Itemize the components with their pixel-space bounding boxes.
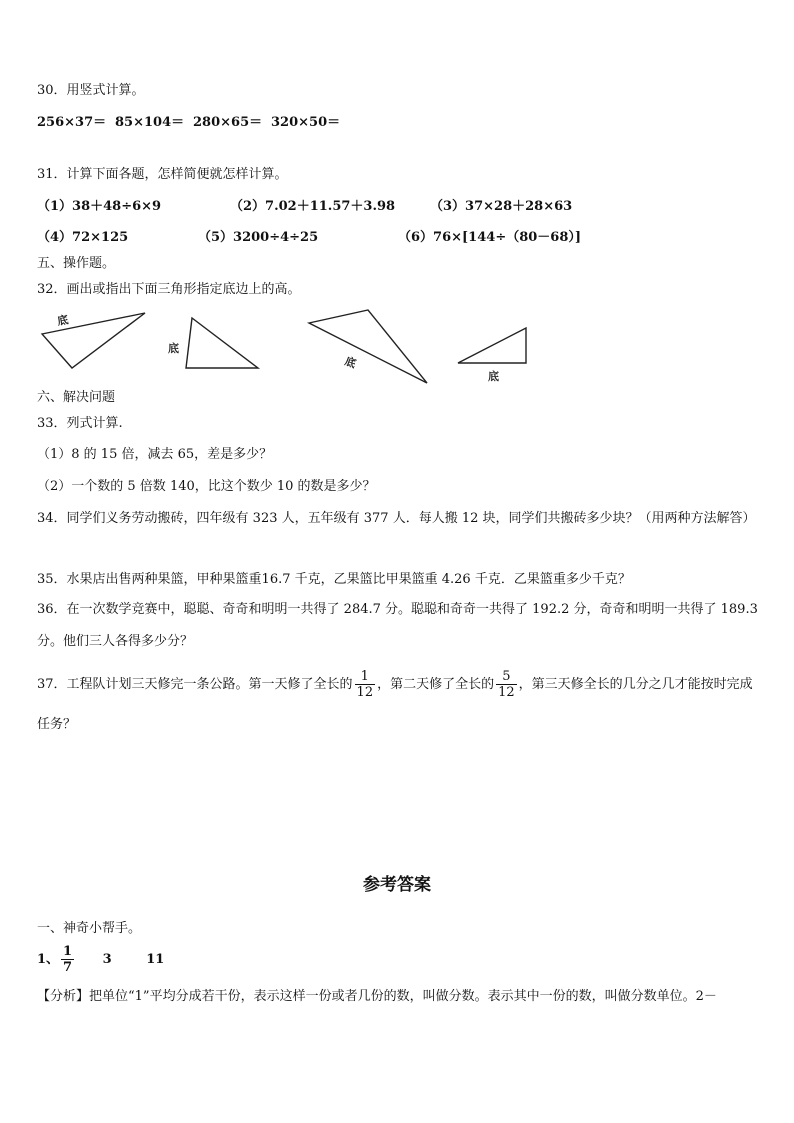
q31-item: （5）3200÷4÷25 — [198, 230, 319, 245]
triangle-3 — [309, 310, 427, 383]
base-label: 底 — [56, 313, 70, 328]
q31-item: （3）37×28＋28×63 — [430, 199, 573, 214]
q30-heading: 30．用竖式计算。 — [37, 83, 145, 98]
q31-heading: 31．计算下面各题，怎样简便就怎样计算。 — [37, 167, 288, 182]
q37-part1: 37．工程队计划三天修完一条公路。第一天修了全长的 — [37, 677, 353, 692]
q31-item: （1）38＋48÷6×9 — [37, 199, 162, 214]
q33-heading: 33．列式计算. — [37, 416, 123, 431]
answer-1-value-3: 11 — [146, 952, 165, 967]
q37-part3: ，第三天修全长的几分之几才能按时完成任务？ — [37, 677, 753, 732]
q32-heading: 32．画出或指出下面三角形指定底边上的高。 — [37, 282, 301, 297]
q32-triangles-figure — [0, 308, 794, 388]
q30-item: 320×50＝ — [271, 115, 341, 130]
answers-section-one: 一、神奇小帮手。 — [37, 921, 142, 936]
answers-title: 参考答案 — [363, 875, 431, 895]
answer-1 — [37, 940, 164, 980]
answer-1-value-2: 3 — [102, 952, 112, 967]
triangle-4 — [458, 328, 526, 383]
q30-item: 256×37＝ — [37, 115, 107, 130]
section-six-heading: 六、解决问题 — [37, 390, 116, 405]
base-label: 底 — [342, 354, 358, 371]
fraction-one-twelfth: $\frac{1}{12}$ — [356, 669, 374, 700]
section-five-heading: 五、操作题。 — [37, 256, 116, 271]
q33-part1: （1）8 的 15 倍，减去 65，差是多少？ — [37, 447, 273, 462]
q37-text — [37, 665, 759, 745]
base-label: 底 — [488, 370, 499, 383]
fraction-five-twelfths: $\frac{5}{12}$ — [498, 669, 515, 700]
base-label: 底 — [168, 342, 179, 355]
q31-item: （4）72×125 — [37, 230, 129, 245]
answer-1-label: 1、 — [37, 952, 60, 967]
q33-part2: （2）一个数的 5 倍数 140，比这个数少 10 的数是多少？ — [37, 479, 376, 494]
q30-item: 280×65＝ — [193, 115, 263, 130]
q31-item: （6）76×[144÷（80－68）] — [398, 230, 582, 245]
triangle-1 — [42, 312, 145, 368]
triangle-2 — [168, 318, 258, 368]
answer-1-fraction: $\frac{1}{7}$ — [63, 944, 73, 975]
q36-text: 36．在一次数学竞赛中，聪聪、奇奇和明明一共得了 284.7 分。聪聪和奇奇一共得了 192.2 分，奇奇和明明一共得了 189.3 分。他们三人各得多少分？ — [37, 602, 758, 649]
q31-item: （2）7.02＋11.57＋3.98 — [230, 199, 396, 214]
q34-text: 34．同学们义务劳动搬砖，四年级有 323 人，五年级有 377 人．每人搬 12 块，同学们共搬砖多少块？（用两种方法解答） — [37, 511, 756, 526]
answers-analysis: 【分析】把单位“1”平均分成若干份，表示这样一份或者几份的数，叫做分数。表示其中一份的数，叫做分数单位。2－ — [37, 989, 717, 1004]
q35-text: 35．水果店出售两种果篮，甲种果篮重16.7 千克，乙果篮比甲果篮重 4.26 千克．乙果篮重多少千克？ — [37, 572, 631, 587]
q30-item: 85×104＝ — [115, 115, 185, 130]
q37-part2: ，第二天修了全长的 — [377, 677, 495, 692]
